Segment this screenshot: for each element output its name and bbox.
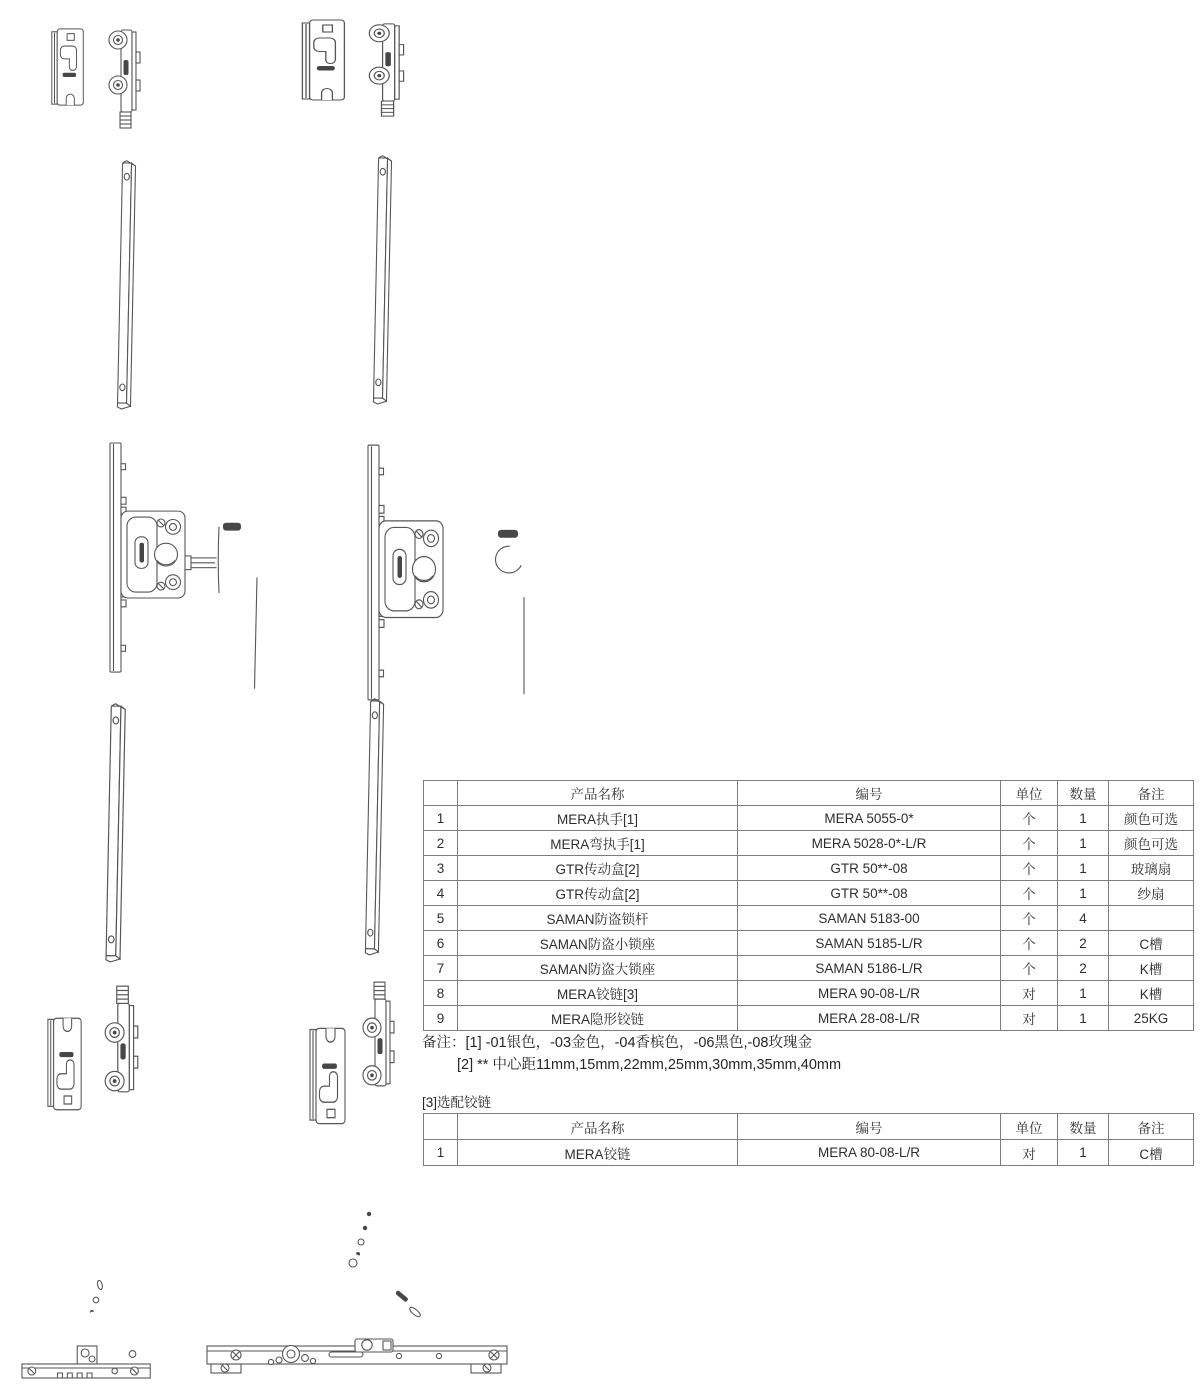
cell-index: 5 [424,906,458,931]
corner-drive-figure [360,980,398,1088]
cell-unit: 对 [1001,1006,1058,1031]
cell-note: 纱扇 [1109,881,1194,906]
gearbox-figure [364,444,459,702]
cell-qty: 1 [1058,1006,1109,1031]
table-row [424,1140,1194,1166]
lock-keeper-figure [308,1026,348,1126]
friction-stay-large-figure [203,1190,518,1390]
remarks-line-1 [422,1034,812,1053]
col-header-unit: 单位 [1001,781,1058,806]
cell-index: 7 [424,956,458,981]
cell-qty: 1 [1058,981,1109,1006]
cell-name: MERA铰链[3] [458,981,738,1006]
main-parts-table [423,780,1194,1031]
cell-qty: 4 [1058,906,1109,931]
cell-name: MERA执手[1] [458,806,738,831]
lock-keeper-figure [50,27,86,107]
lock-rod-figure [109,160,140,412]
cell-unit: 对 [1001,1140,1058,1166]
remarks-colors: [1] -01银色，-03金色，-04香槟色，-06黑色,-08玫瑰金 [465,1035,812,1051]
cell-unit: 个 [1001,881,1058,906]
cell-note: 颜色可选 [1109,806,1194,831]
cell-qty: 1 [1058,856,1109,881]
cell-qty: 2 [1058,931,1109,956]
corner-drive-figure [366,22,408,118]
cell-qty: 1 [1058,831,1109,856]
cell-unit: 个 [1001,931,1058,956]
col-header-code: 编号 [738,781,1001,806]
lock-rod-figure [365,155,396,407]
remarks-prefix: 备注： [422,1035,466,1051]
table-row [424,956,1194,981]
lock-rod-figure [357,698,388,958]
table-row [424,831,1194,856]
bent-handle-figure [488,516,546,720]
table-header-row [424,1114,1194,1140]
cell-note: K槽 [1109,956,1194,981]
window-handle-figure [185,513,290,718]
cell-name: GTR传动盒[2] [458,881,738,906]
col-header-code: 编号 [738,1114,1001,1140]
cell-index: 6 [424,931,458,956]
cell-note: C槽 [1109,1140,1194,1166]
col-header-qty: 数量 [1058,1114,1109,1140]
col-header-name: 产品名称 [458,781,738,806]
lock-keeper-figure [300,18,348,102]
cell-qty: 1 [1058,1140,1109,1166]
cell-code: SAMAN 5185-L/R [738,931,1001,956]
cell-qty: 1 [1058,881,1109,906]
cell-index: 2 [424,831,458,856]
lock-rod-figure [97,703,130,966]
cell-code: MERA 28-08-L/R [738,1006,1001,1031]
col-header-unit: 单位 [1001,1114,1058,1140]
cell-note: 颜色可选 [1109,831,1194,856]
corner-drive-figure [102,984,142,1094]
cell-unit: 对 [1001,981,1058,1006]
table-row [424,881,1194,906]
optional-hinge-table [423,1113,1194,1166]
col-header-note: 备注 [1109,781,1194,806]
cell-index: 3 [424,856,458,881]
cell-qty: 1 [1058,806,1109,831]
cell-name: MERA弯执手[1] [458,831,738,856]
cell-name: MERA隐形铰链 [458,1006,738,1031]
col-header-name: 产品名称 [458,1114,738,1140]
cell-note: C槽 [1109,931,1194,956]
cell-code: GTR 50**-08 [738,856,1001,881]
cell-name: SAMAN防盗锁杆 [458,906,738,931]
table-header-row [424,781,1194,806]
table-row [424,806,1194,831]
col-header-qty: 数量 [1058,781,1109,806]
table-row [424,981,1194,1006]
cell-index: 8 [424,981,458,1006]
table-row [424,856,1194,881]
cell-index: 4 [424,881,458,906]
cell-note: 玻璃扇 [1109,856,1194,881]
table-row [424,906,1194,931]
cell-name: SAMAN防盗小锁座 [458,931,738,956]
cell-name: SAMAN防盗大锁座 [458,956,738,981]
table-row [424,1006,1194,1031]
optional-hinge-label: [3]选配铰链 [422,1095,492,1110]
col-header-note: 备注 [1109,1114,1194,1140]
cell-unit: 个 [1001,806,1058,831]
remarks-line-2: [2] ** 中心距11mm,15mm,22mm,25mm,30mm,35mm,40mm [457,1057,842,1073]
cell-unit: 个 [1001,956,1058,981]
lock-keeper-figure [46,1016,84,1112]
cell-code: MERA 5055-0* [738,806,1001,831]
cell-code: MERA 5028-0*-L/R [738,831,1001,856]
cell-code: MERA 80-08-L/R [738,1140,1001,1166]
cell-name: MERA铰链 [458,1140,738,1166]
cell-index: 9 [424,1006,458,1031]
table-row [424,931,1194,956]
corner-drive-figure [106,28,144,130]
cell-code: SAMAN 5186-L/R [738,956,1001,981]
cell-name: GTR传动盒[2] [458,856,738,881]
cell-note: K槽 [1109,981,1194,1006]
cell-index: 1 [424,806,458,831]
cell-unit: 个 [1001,906,1058,931]
cell-note [1109,906,1194,931]
cell-index: 1 [424,1140,458,1166]
cell-code: GTR 50**-08 [738,881,1001,906]
cell-unit: 个 [1001,856,1058,881]
cell-code: SAMAN 5183-00 [738,906,1001,931]
col-header-index [424,781,458,806]
cell-qty: 2 [1058,956,1109,981]
cell-unit: 个 [1001,831,1058,856]
cell-note: 25KG [1109,1006,1194,1031]
friction-stay-small-figure [20,1252,168,1392]
col-header-index [424,1114,458,1140]
cell-code: MERA 90-08-L/R [738,981,1001,1006]
